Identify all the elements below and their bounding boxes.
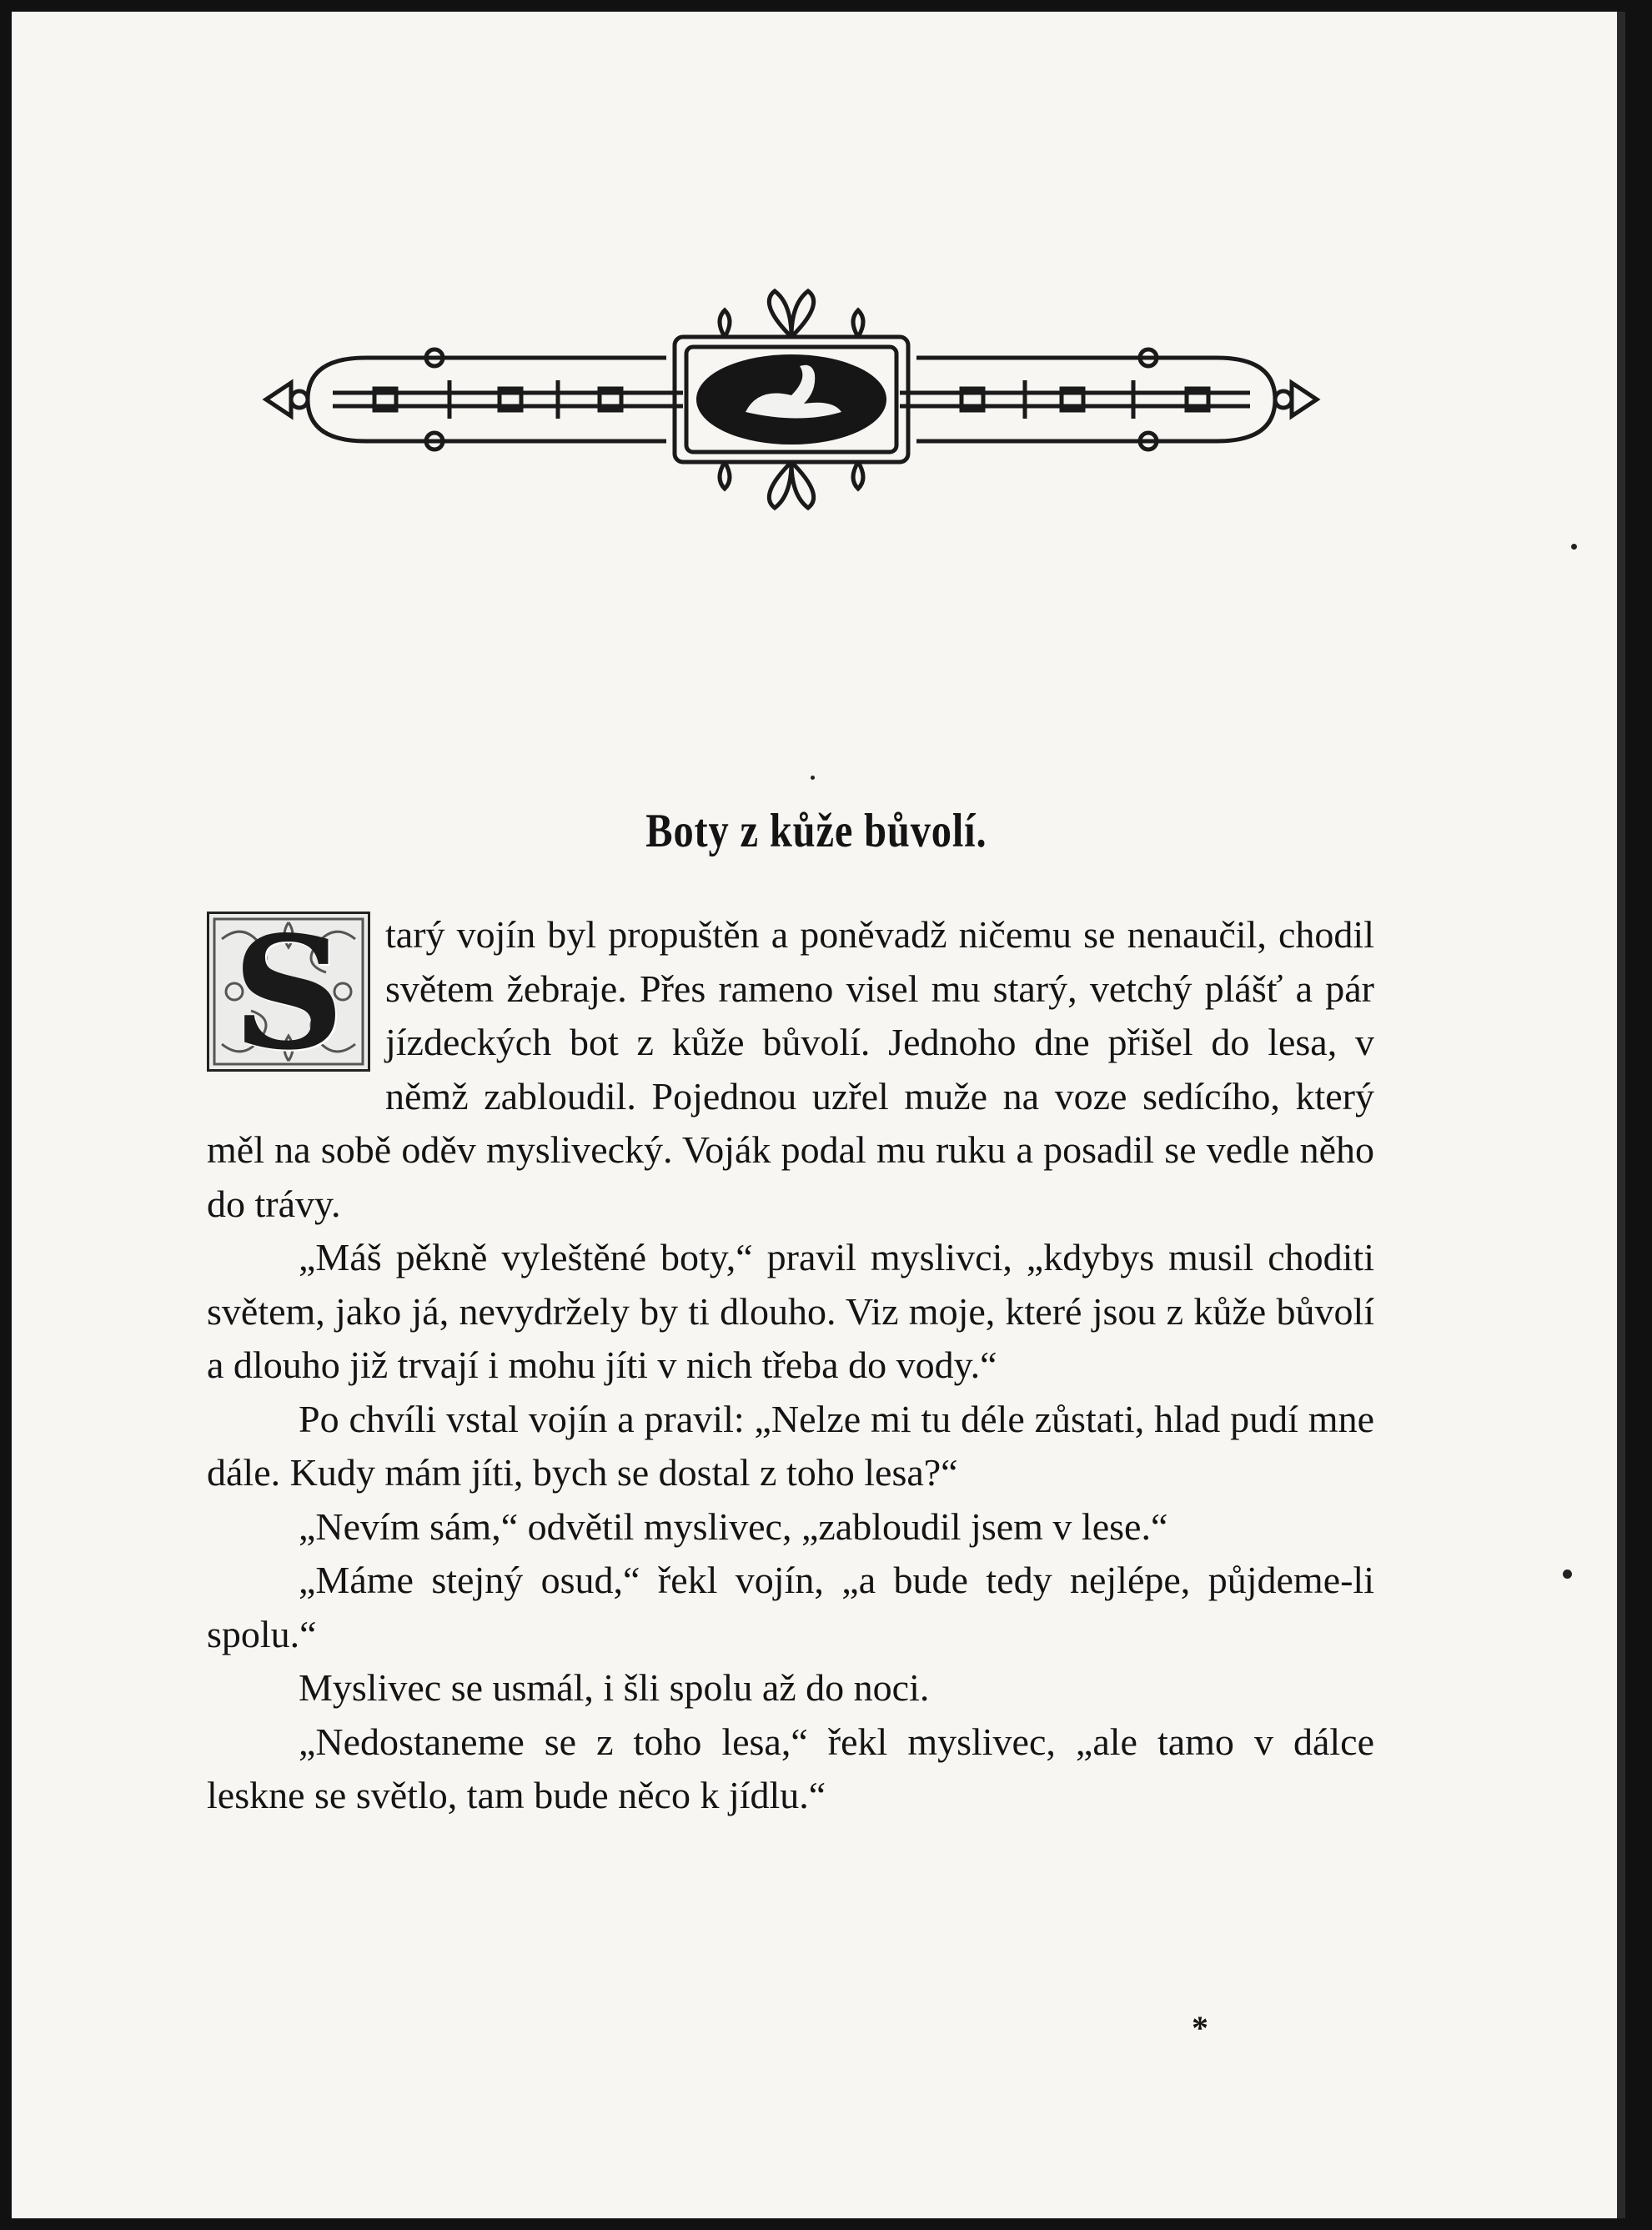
paragraph-text: tarý vojín byl propuštěn a poněvadž ničemu se nenaučil, chodil světem žebraje. Přes rameno visel mu starý, vetchý plášť a pár jízdeckých bot z kůže bůvolí. Jednoho dne přišel do lesa, v němž zabloudil. Pojednou uzřel muže na voze sedícího, který měl na sobě oděv myslivecký. Voják podal mu ruku a posadil se vedle něho do trávy.: [207, 913, 1374, 1225]
paragraph: „Máš pěkně vyleštěné boty,“ pravil myslivci, „kdybys musil choditi světem, jako já, nevydržely by ti dlouho. Viz moje, které jsou z kůže bůvolí a dlouho již trvají i mohu jíti v nich třeba do vody.“: [207, 1236, 1374, 1386]
book-page: [12, 12, 1625, 2218]
ink-speck: [1571, 544, 1577, 550]
headpiece-ornament-icon: [258, 287, 1325, 512]
paragraph: [207, 902, 1374, 1231]
story-body: [207, 902, 1374, 1823]
ink-speck: [811, 776, 815, 780]
paragraph: Po chvíli vstal vojín a pravil: „Nelze mi tu déle zůstati, hlad pudí mne dále. Kudy mám jíti, bych se dostal z toho lesa?“: [207, 1397, 1374, 1494]
footer-asterisk: *: [1192, 2009, 1208, 2047]
drop-cap-initial: [207, 902, 370, 1084]
paragraph: „Nedostaneme se z toho lesa,“ řekl myslivec, „ale tamo v dálce leskne se světlo, tam bude něco k jídlu.“: [207, 1720, 1374, 1816]
paragraph: Myslivec se usmál, i šli spolu až do noci.: [299, 1666, 930, 1709]
chapter-title: Boty z kůže bůvolí.: [645, 805, 987, 857]
paragraph: „Nevím sám,“ odvětil myslivec, „zabloudil jsem v lese.“: [299, 1504, 1168, 1548]
ink-speck: [1563, 1570, 1572, 1579]
drop-cap-letter: S: [232, 902, 345, 1084]
paragraph: „Máme stejný osud,“ řekl vojín, „a bude tedy nejlépe, půjdeme-li spolu.“: [207, 1559, 1374, 1655]
